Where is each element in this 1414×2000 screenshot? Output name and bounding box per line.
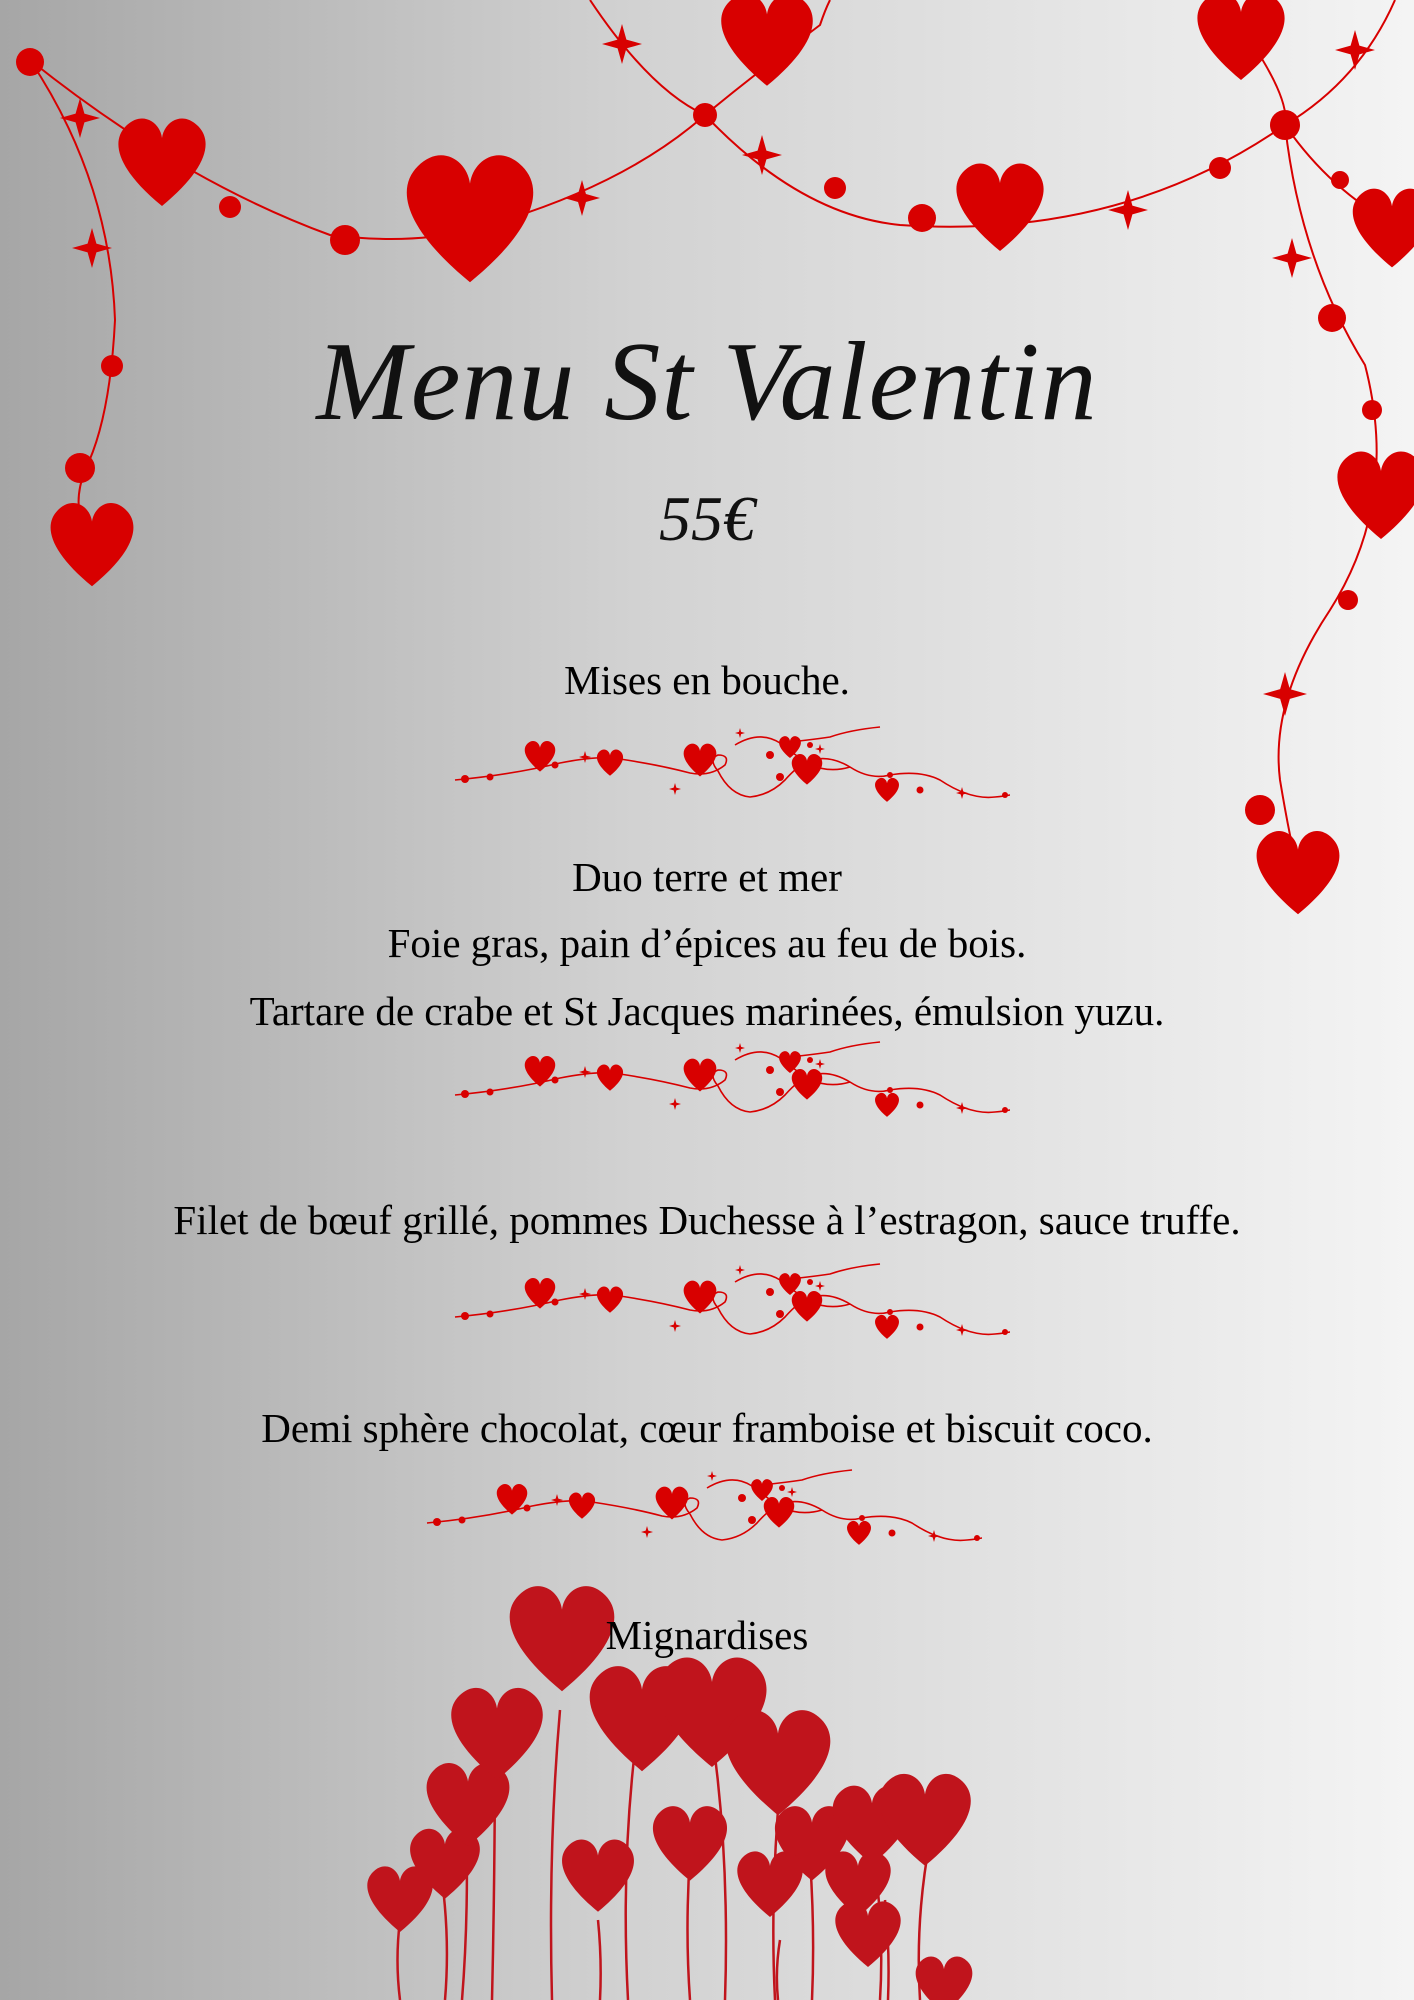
- dessert: Demi sphère chocolat, cœur framboise et biscuit coco.: [261, 1405, 1153, 1451]
- starter-tartare: Tartare de crabe et St Jacques marinées, émulsion yuzu.: [249, 988, 1165, 1034]
- starter-foie-gras: Foie gras, pain d’épices au feu de bois.: [387, 920, 1027, 966]
- mignardises: Mignardises: [605, 1612, 809, 1658]
- amuse-bouche: Mises en bouche.: [564, 657, 850, 703]
- heart-divider: [450, 725, 1010, 825]
- heart-divider: [422, 1468, 982, 1568]
- heart-divider: [450, 1262, 1010, 1362]
- menu-title: Menu St Valentin: [316, 320, 1098, 444]
- menu-price: 55€: [659, 483, 755, 554]
- heart-divider: [450, 1040, 1010, 1140]
- starter-title: Duo terre et mer: [572, 854, 842, 900]
- main-course: Filet de bœuf grillé, pommes Duchesse à l’estragon, sauce truffe.: [173, 1197, 1241, 1243]
